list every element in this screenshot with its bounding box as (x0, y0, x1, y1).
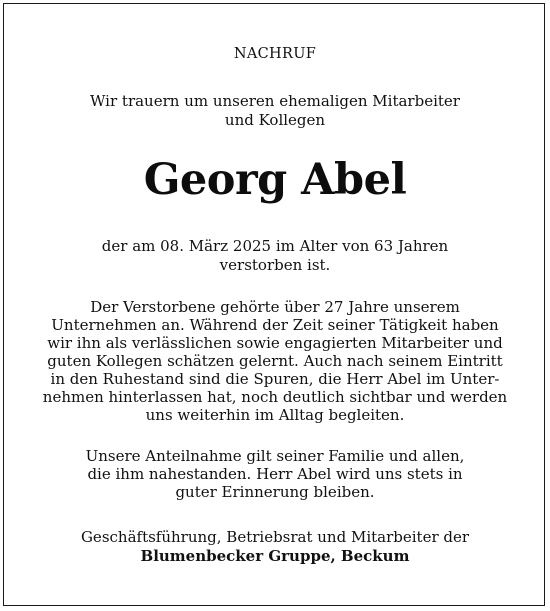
condolence-line-3: guter Erinnerung bleiben. (175, 483, 375, 501)
body-line-5: in den Ruhestand sind die Spuren, die Herr Abel im Unter- (50, 370, 500, 388)
notice-heading: NACHRUF (233, 46, 317, 62)
body-line-3: wir ihn als verlässlichen sowie engagierten Mitarbeiter und (47, 334, 503, 352)
body-line-4: guten Kollegen schätzen gelernt. Auch nach seinem Eintritt (47, 352, 503, 370)
body-line-7: uns weiterhin im Alltag begleiten. (145, 406, 405, 424)
body-line-6: nehmen hinterlassen hat, noch deutlich sichtbar und werden (42, 388, 508, 406)
deceased-name: Georg Abel (143, 155, 407, 205)
company-name: Blumenbecker Gruppe, Beckum (140, 547, 410, 565)
signature-line: Geschäftsführung, Betriebsrat und Mitarbeiter der (80, 528, 470, 546)
condolence-line-1: Unsere Anteilnahme gilt seiner Familie und allen, (85, 447, 465, 465)
death-info-line-1: der am 08. März 2025 im Alter von 63 Jahren (101, 237, 449, 255)
intro-line-2: und Kollegen (224, 111, 326, 129)
intro-line-1: Wir trauern um unseren ehemaligen Mitarbeiter (90, 92, 460, 110)
condolence-line-2: die ihm nahestanden. Herr Abel wird uns stets in (87, 465, 463, 483)
death-info-line-2: verstorben ist. (219, 256, 331, 274)
body-line-2: Unternehmen an. Während der Zeit seiner Tätigkeit haben (51, 316, 499, 334)
body-line-1: Der Verstorbene gehörte über 27 Jahre unserem (90, 298, 460, 316)
